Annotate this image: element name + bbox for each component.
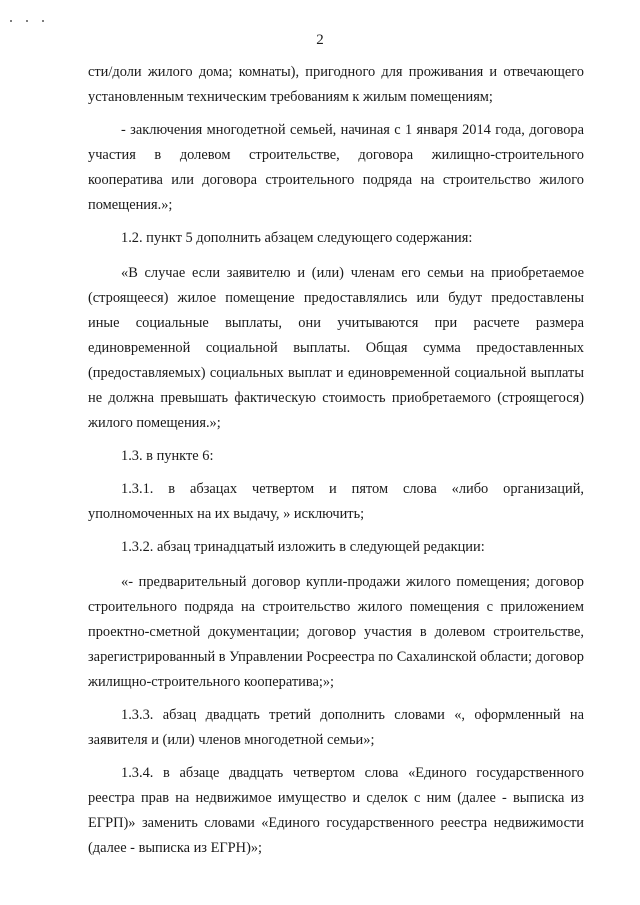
paragraph-item-1-3-4: 1.3.4. в абзаце двадцать четвертом слова «Единого государственного реестра прав на недвижимое имущество и сделок с ним (далее - выписка из ЕГРП)» заменить словами «Единого государственного реестра недвижимости (далее - выписка из ЕГРН)»; bbox=[88, 765, 584, 856]
document-body bbox=[88, 60, 584, 869]
paragraph-agreement-list: - заключения многодетной семьей, начиная с 1 января 2014 года, договора участия в долевом строительстве, договора жилищно-строительного кооператива или договора строительного подряда на строительство жилого помещения.»; bbox=[88, 122, 584, 213]
scan-dot bbox=[42, 20, 44, 22]
page-number: 2 bbox=[316, 32, 324, 48]
paragraph-item-1-2: 1.2. пункт 5 дополнить абзацем следующего содержания: bbox=[121, 230, 473, 246]
paragraph-item-1-3-2: 1.3.2. абзац тринадцатый изложить в следующей редакции: bbox=[121, 539, 485, 555]
scan-dot bbox=[26, 20, 28, 22]
paragraph-item-1-3: 1.3. в пункте 6: bbox=[121, 448, 214, 464]
paragraph-item-1-3-3: 1.3.3. абзац двадцать третий дополнить словами «, оформленный на заявителя и (или) членов многодетной семьи»; bbox=[88, 707, 584, 748]
paragraph-item-1-3-1: 1.3.1. в абзацах четвертом и пятом слова «либо организаций, уполномоченных на их выдачу, » исключить; bbox=[88, 481, 584, 522]
paragraph-continuation: сти/доли жилого дома; комнаты), пригодного для проживания и отвечающего установленным техническим требованиям к жилым помещениям; bbox=[88, 64, 584, 105]
paragraph-quoted-addition: «В случае если заявителю и (или) членам его семьи на приобретаемое (строящееся) жилое помещение предоставлялись или будут предоставлены иные социальные выплаты, они учитываются при расчете размера единовременной социальной выплаты. Общая сумма предоставленных (предоставляемых) социальных выплат и единовременной социальной выплаты не должна превышать фактическую стоимость приобретаемого (строящегося) жилого помещения.»; bbox=[88, 265, 584, 431]
scan-artifact-dots bbox=[10, 20, 44, 22]
scan-dot bbox=[10, 20, 12, 22]
paragraph-quoted-redaction: «- предварительный договор купли-продажи жилого помещения; договор строительного подряда на строительство жилого помещения с приложением проектно-сметной документации; договор участия в долевом строительстве, зарегистрированный в Управлении Росреестра по Сахалинской области; договор жилищно-строительного кооператива;»; bbox=[88, 574, 584, 690]
